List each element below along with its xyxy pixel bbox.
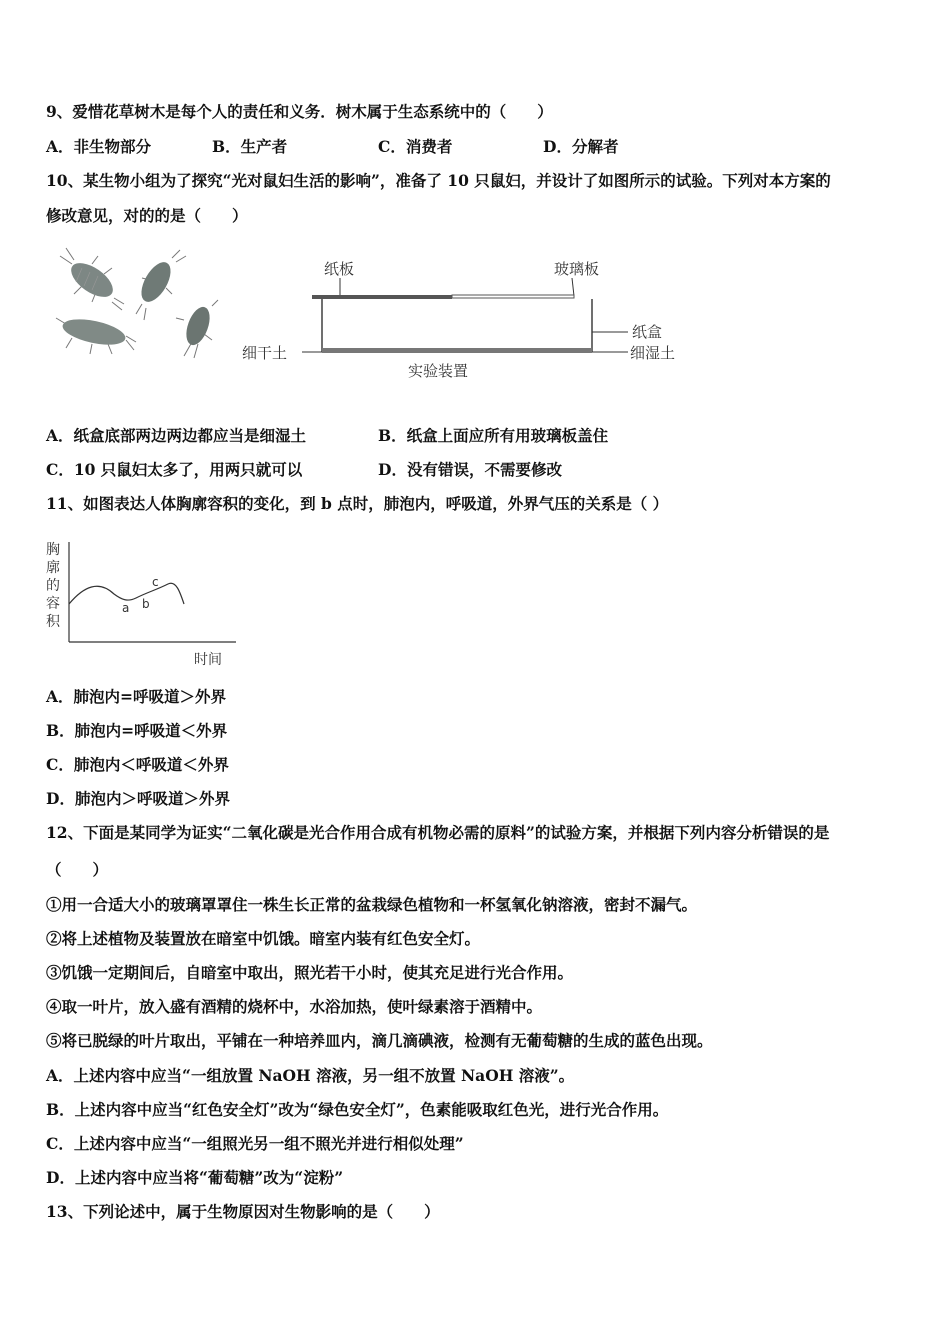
q12-step-3: ③饥饿一定期间后，自暗室中取出，照光若干小时，使其充足进行光合作用。 bbox=[46, 963, 574, 982]
q9-option-a: A．非生物部分 bbox=[46, 137, 152, 156]
glassboard-top bbox=[452, 295, 574, 298]
q12-stem-line1: 12、下面是某同学为证实“二氧化碳是光合作用合成有机物必需的原料”的试验方案，并根据下列内容分析错误的是 bbox=[46, 823, 830, 842]
woodlouse-3-body bbox=[60, 315, 127, 350]
q12-step-5: ⑤将已脱绿的叶片取出，平铺在一种培养皿内，滴几滴碘液，检测有无葡萄糖的生成的蓝色出现。 bbox=[46, 1031, 713, 1050]
label-box: 纸盒 bbox=[632, 323, 663, 341]
q11-option-d: D．肺泡内＞呼吸道＞外界 bbox=[46, 789, 230, 808]
point-c-label: c bbox=[152, 575, 159, 589]
q10-option-b: B．纸盒上面应所有用玻璃板盖住 bbox=[378, 426, 609, 445]
point-b-label: b bbox=[142, 597, 150, 611]
q12-option-c: C．上述内容中应当“一组照光另一组不照光并进行相似处理” bbox=[46, 1134, 464, 1153]
woodlouse-illustration bbox=[52, 246, 222, 366]
label-wet-soil: 细湿土 bbox=[630, 344, 676, 362]
q10-option-d: D．没有错误，不需要修改 bbox=[378, 460, 562, 479]
q12-step-2: ②将上述植物及装置放在暗室中饥饿。暗室内装有红色安全灯。 bbox=[46, 929, 481, 948]
q9-stem: 9、爱惜花草树木是每个人的责任和义务．树木属于生态系统中的（ ） bbox=[46, 102, 553, 121]
svg-text:积: 积 bbox=[46, 614, 60, 630]
q12-stem-line2: （ ） bbox=[46, 860, 109, 879]
woodlouse-2-body bbox=[135, 257, 176, 306]
point-a-label: a bbox=[122, 601, 130, 615]
q11-stem: 11、如图表达人体胸廓容积的变化，到 b 点时，肺泡内，呼吸道，外界气压的关系是（ ） bbox=[46, 494, 669, 513]
q12-option-b: B．上述内容中应当“红色安全灯”改为“绿色安全灯”，色素能吸取红色光，进行光合作用。 bbox=[46, 1100, 669, 1119]
q12-step-4: ④取一叶片，放入盛有酒精的烧杯中，水浴加热，使叶绿素溶于酒精中。 bbox=[46, 997, 543, 1016]
glassboard-pointer bbox=[572, 278, 574, 296]
svg-text:容: 容 bbox=[46, 596, 60, 612]
x-axis-label: 时间 bbox=[194, 652, 222, 668]
q11-option-b: B．肺泡内=呼吸道＜外界 bbox=[46, 721, 228, 740]
label-glassboard: 玻璃板 bbox=[554, 260, 600, 278]
q10-option-c: C．10 只鼠妇太多了，用两只就可以 bbox=[46, 460, 303, 479]
soil-bottom bbox=[322, 348, 592, 353]
q12-step-1: ①用一合适大小的玻璃罩罩住一株生长正常的盆栽绿色植物和一杯氢氧化钠溶液，密封不漏气。 bbox=[46, 895, 698, 914]
figure-caption: 实验装置 bbox=[408, 362, 469, 380]
chest-volume-graph bbox=[44, 538, 244, 668]
q9-option-b: B．生产者 bbox=[212, 137, 288, 156]
q13-stem: 13、下列论述中，属于生物原因对生物影响的是（ ） bbox=[46, 1202, 440, 1221]
paperboard-top bbox=[312, 295, 452, 299]
q9-option-c: C．消费者 bbox=[378, 137, 453, 156]
svg-text:的: 的 bbox=[46, 578, 60, 594]
svg-text:廓: 廓 bbox=[46, 560, 60, 576]
experiment-apparatus bbox=[236, 256, 706, 386]
woodlouse-4-body bbox=[182, 304, 214, 348]
q12-option-d: D．上述内容中应当将“葡萄糖”改为“淀粉” bbox=[46, 1168, 344, 1187]
svg-text:胸: 胸 bbox=[46, 542, 60, 558]
q9-option-d: D．分解者 bbox=[543, 137, 619, 156]
q11-option-a: A．肺泡内=呼吸道＞外界 bbox=[46, 687, 227, 706]
label-paperboard: 纸板 bbox=[324, 260, 355, 278]
label-dry-soil: 细干土 bbox=[242, 344, 288, 362]
q10-option-a: A．纸盒底部两边两边都应当是细湿土 bbox=[46, 426, 307, 445]
q10-stem-line1: 10、某生物小组为了探究“光对鼠妇生活的影响”，准备了 10 只鼠妇，并设计了如图所示的试验。下列对本方案的 bbox=[46, 171, 831, 190]
q12-option-a: A．上述内容中应当“一组放置 NaOH 溶液，另一组不放置 NaOH 溶液”。 bbox=[46, 1066, 575, 1085]
q10-stem-line2: 修改意见，对的的是（ ） bbox=[46, 206, 248, 225]
y-axis-label bbox=[46, 542, 61, 630]
q11-option-c: C．肺泡内＜呼吸道＜外界 bbox=[46, 755, 229, 774]
